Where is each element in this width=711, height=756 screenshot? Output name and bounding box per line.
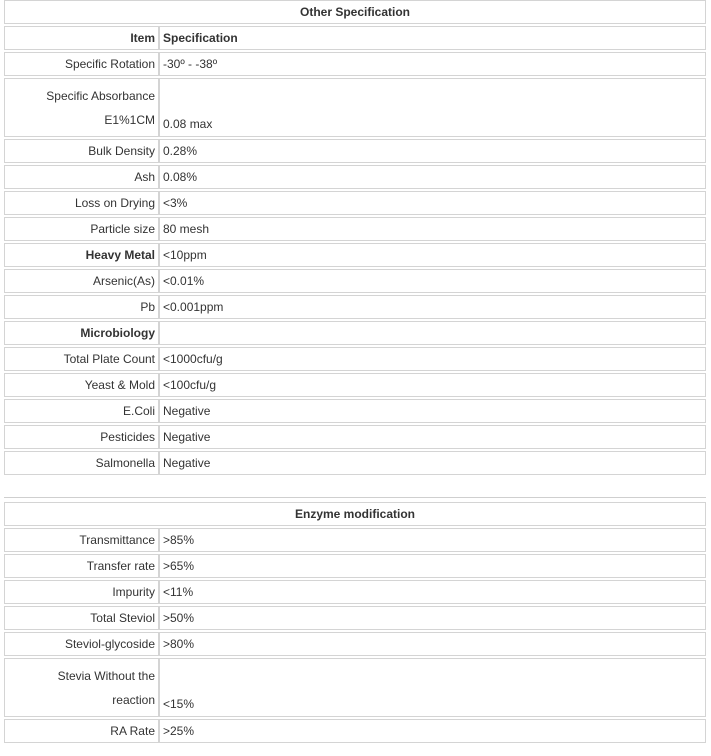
row-item-value: 0.28% <box>159 139 706 163</box>
row-item-label: Particle size <box>4 217 159 241</box>
row-item-value: 0.08 max <box>159 78 706 137</box>
row-item-value: <0.01% <box>159 269 706 293</box>
row-item-value: <100cfu/g <box>159 373 706 397</box>
row-item-label: E.Coli <box>4 399 159 423</box>
row-item-value: 0.08% <box>159 165 706 189</box>
row-item-label: Total Steviol <box>4 606 159 630</box>
row-item-label: Microbiology <box>4 321 159 345</box>
table-row <box>4 78 706 137</box>
row-item-label: Loss on Drying <box>4 191 159 215</box>
row-item-value: <0.001ppm <box>159 295 706 319</box>
row-item-label: Specific Rotation <box>4 52 159 76</box>
table-row <box>4 269 706 293</box>
table-row <box>4 217 706 241</box>
row-item-label: Steviol-glycoside <box>4 632 159 656</box>
table-row <box>4 399 706 423</box>
row-item-value: <10ppm <box>159 243 706 267</box>
row-item-value: Negative <box>159 399 706 423</box>
table-row <box>4 425 706 449</box>
row-item-label: Yeast & Mold <box>4 373 159 397</box>
row-item-label: Pesticides <box>4 425 159 449</box>
table-row <box>4 165 706 189</box>
other-specification-table <box>4 0 706 477</box>
table-row <box>4 191 706 215</box>
row-item-value: <15% <box>159 658 706 717</box>
row-item-value: <3% <box>159 191 706 215</box>
row-item-label <box>4 658 159 717</box>
row-item-value: <11% <box>159 580 706 604</box>
table-row <box>4 321 706 345</box>
table-row <box>4 347 706 371</box>
table-row <box>4 373 706 397</box>
row-item-label-line-2: reaction <box>112 693 155 707</box>
table-row <box>4 451 706 475</box>
row-item-label: Total Plate Count <box>4 347 159 371</box>
other-specification-title: Other Specification <box>4 0 706 24</box>
row-item-label-line-1: Specific Absorbance <box>46 89 155 103</box>
table-row <box>4 554 706 578</box>
enzyme-modification-title: Enzyme modification <box>4 502 706 526</box>
table-row <box>4 719 706 743</box>
enzyme-modification-table <box>4 500 706 745</box>
row-item-label: Impurity <box>4 580 159 604</box>
row-item-value: 80 mesh <box>159 217 706 241</box>
row-item-label: Salmonella <box>4 451 159 475</box>
table-header-row <box>4 0 706 24</box>
row-item-value: -30º - -38º <box>159 52 706 76</box>
row-item-label: Heavy Metal <box>4 243 159 267</box>
row-item-value: >50% <box>159 606 706 630</box>
row-item-value: >65% <box>159 554 706 578</box>
row-item-label: Arsenic(As) <box>4 269 159 293</box>
row-item-value <box>159 321 706 345</box>
table-row <box>4 580 706 604</box>
row-item-label: Transmittance <box>4 528 159 552</box>
column-header-specification: Specification <box>159 26 706 50</box>
row-item-label: RA Rate <box>4 719 159 743</box>
table-row <box>4 528 706 552</box>
table-row <box>4 52 706 76</box>
row-item-label: Ash <box>4 165 159 189</box>
table-row <box>4 139 706 163</box>
table-header-row <box>4 502 706 526</box>
row-item-label: Transfer rate <box>4 554 159 578</box>
column-header-row <box>4 26 706 50</box>
row-item-label-line-1: Stevia Without the <box>57 669 155 683</box>
row-item-value: Negative <box>159 451 706 475</box>
section-divider <box>4 497 706 498</box>
column-header-item: Item <box>4 26 159 50</box>
row-item-value: >85% <box>159 528 706 552</box>
table-row <box>4 658 706 717</box>
row-item-value: >25% <box>159 719 706 743</box>
table-row <box>4 243 706 267</box>
table-row <box>4 606 706 630</box>
row-item-value: >80% <box>159 632 706 656</box>
row-item-label: Bulk Density <box>4 139 159 163</box>
row-item-value: Negative <box>159 425 706 449</box>
row-item-label <box>4 78 159 137</box>
row-item-value: <1000cfu/g <box>159 347 706 371</box>
row-item-label-line-2: E1%1CM <box>104 113 155 127</box>
table-row <box>4 632 706 656</box>
row-item-label: Pb <box>4 295 159 319</box>
table-row <box>4 295 706 319</box>
